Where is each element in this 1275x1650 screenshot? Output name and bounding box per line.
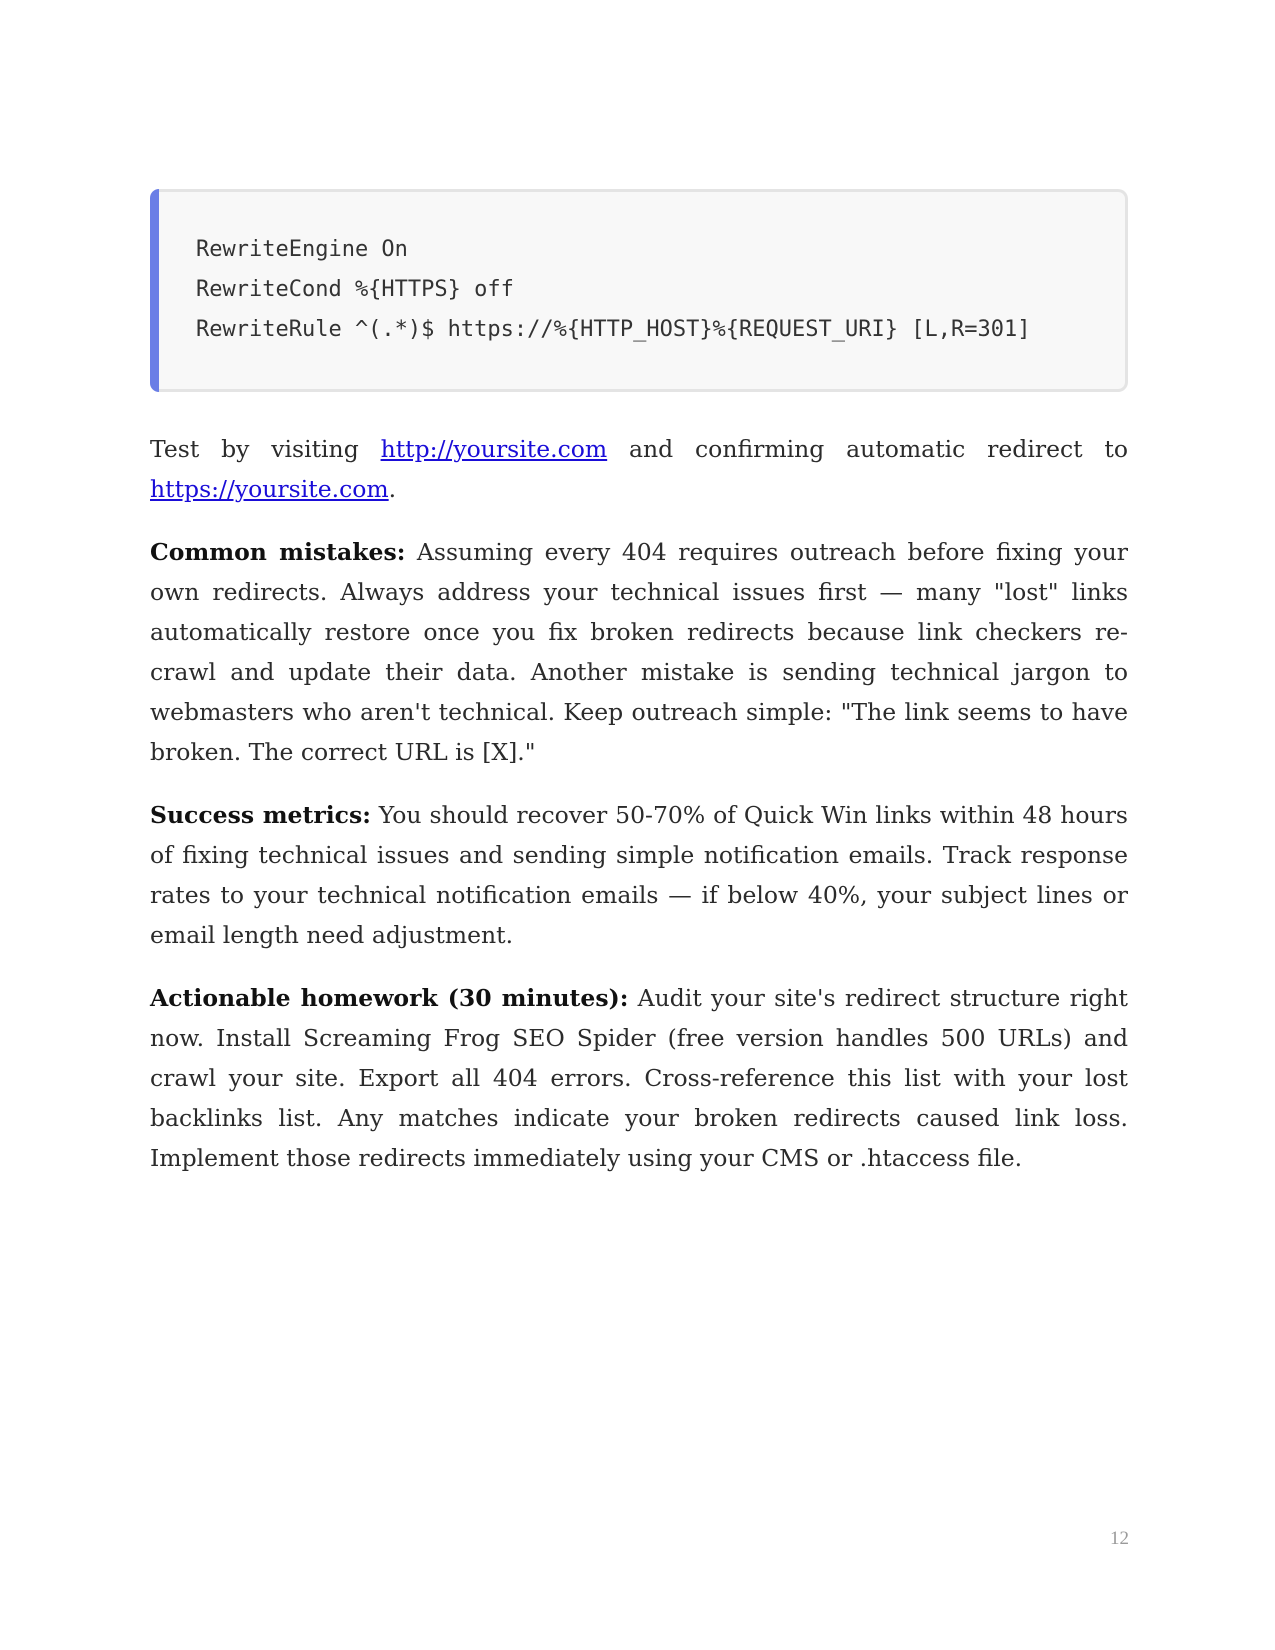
code-line: RewriteEngine On (196, 237, 408, 262)
https-link[interactable]: https://yoursite.com (150, 475, 389, 503)
homework-body: Audit your site's redirect structure right now. Install Screaming Frog SEO Spider (free version handles 500 URLs) and crawl your site. Export all 404 errors. Cross-reference this list with your lost backlinks list. Any matches indicate your broken redirects caused link loss. Implement those redirects immediately using your CMS or .htaccess file. (150, 984, 1128, 1172)
page-content (150, 189, 1128, 1178)
code-block (150, 189, 1128, 392)
success-metrics-body: You should recover 50-70% of Quick Win links within 48 hours of fixing technical issues and sending simple notification emails. Track response rates to your technical notification emails — if below 40%, your subject lines or email length need adjustment. (150, 801, 1128, 949)
test-text-after: . (388, 475, 397, 503)
homework-paragraph (150, 978, 1128, 1178)
common-mistakes-paragraph (150, 532, 1128, 772)
test-text-middle: and confirming automatic redirect to (607, 435, 1128, 463)
test-text-before: Test by visiting (150, 435, 381, 463)
homework-heading: Actionable homework (30 minutes): (150, 984, 629, 1012)
http-link[interactable]: http://yoursite.com (380, 435, 608, 463)
test-paragraph (150, 429, 1128, 509)
code-line: RewriteCond %{HTTPS} off (196, 277, 514, 302)
success-metrics-heading: Success metrics: (150, 801, 371, 829)
common-mistakes-body: Assuming every 404 requires outreach before fixing your own redirects. Always address your technical issues first — many "lost" links automatically restore once you fix broken redirects because link checkers re-crawl and update their data. Another mistake is sending technical jargon to webmasters who aren't technical. Keep outreach simple: "The link seems to have broken. The correct URL is [X]." (150, 538, 1128, 766)
success-metrics-paragraph (150, 795, 1128, 955)
common-mistakes-heading: Common mistakes: (150, 538, 406, 566)
code-line: RewriteRule ^(.*)$ https://%{HTTP_HOST}%{REQUEST_URI} [L,R=301] (196, 317, 1031, 342)
page-number: 12 (1110, 1528, 1129, 1549)
